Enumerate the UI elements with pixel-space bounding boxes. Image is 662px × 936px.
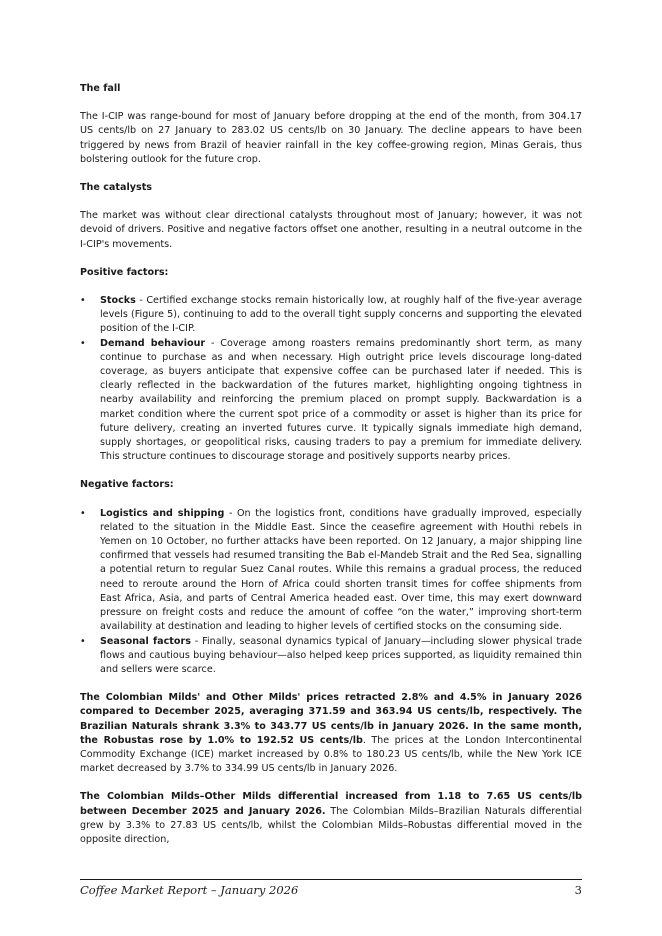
list-item-title: Stocks	[100, 295, 136, 307]
prices-summary-bold: The Colombian Milds' and Other Milds' prices retracted 2.8% and 4.5% in January 2026 compared to December 2025, averaging 371.59 and 363.94 US cents/lb, respectively. The Brazilian Naturals shrank 3.3% to 343.77 US cents/lb in January 2026. In the same month, the Robustas rose by 1.0% to 192.52 US cents/lb	[80, 692, 582, 746]
list-item-text: - Finally, seasonal dynamics typical of January—including slower physical trade flows and cautious buying behaviour—also helped keep prices supported, as liquidity remained thin and sellers were scarce.	[100, 635, 583, 675]
footer-title: Coffee Market Report – January 2026	[80, 883, 299, 897]
list-item-text: - Certified exchange stocks remain historically low, at roughly half of the five-year average levels (Figure 5), continuing to add to the overall tight supply concerns and supporting the elevated position of the I-CIP.	[100, 295, 582, 335]
positive-factors-list	[80, 294, 582, 464]
list-item-text: - On the logistics front, conditions have gradually improved, especially related to the situation in the Middle East. Since the ceasefire agreement with Houthi rebels in Yemen on 10 October, no further attacks have been reported. On 12 January, a major shipping line confirmed that vessels had resumed transiting the Bab el-Mandeb Strait and the Red Sea, signalling a potential return to regular Suez Canal routes. While this remains a gradual process, the reduced need to reroute around the Horn of Africa could shorten transit times for coffee shipments from East Africa, Asia, and parts of Central America headed east. Over time, this may exert downward pressure on freight costs and reduce the amount of coffee “on the water,” improving short-term availability at destination and leading to higher levels of certified stocks on the consuming side.	[100, 507, 582, 633]
list-item-title: Seasonal factors	[100, 635, 191, 647]
page-number: 3	[574, 883, 582, 897]
page-footer	[80, 879, 582, 897]
paragraph-fall: The I-CIP was range-bound for most of January before dropping at the end of the month, from 304.17 US cents/lb on 27 January to 283.02 US cents/lb on 30 January. The decline appears to have been triggered by news from Brazil of heavier rainfall in the key coffee-growing region, Minas Gerais, thus bolstering outlook for the future crop.	[80, 111, 582, 165]
list-item-text: - Coverage among roasters remains predominantly short term, as many continue to purchase as and when necessary. High outright price levels discourage long-dated coverage, as buyers anticipate that expensive coffee can be purchased later if needed. This is clearly reflected in the backwardation of the futures market, highlighting ongoing tightness in nearby availability and reinforcing the premium placed on prompt supply. Backwardation is a market condition where the current spot price of a commodity or asset is higher than its price for future delivery, creating an inverted futures curve. It typically signals immediate high demand, supply shortages, or geopolitical risks, causing traders to pay a premium for immediate delivery. This structure continues to discourage storage and positively supports nearby prices.	[100, 337, 582, 463]
list-item-seasonal	[80, 635, 582, 678]
paragraph-differential	[80, 790, 582, 847]
negative-factors-list	[80, 507, 582, 677]
paragraph-prices	[80, 691, 582, 776]
section-heading-fall: The fall	[80, 83, 121, 94]
list-item-logistics	[80, 507, 582, 635]
paragraph-catalysts: The market was without clear directional catalysts throughout most of January; however, it was not devoid of drivers. Positive and negative factors offset one another, resulting in a neutral outcome in the I-CIP's movements.	[80, 210, 582, 250]
prices-summary-text: . The prices at the London Intercontinental Commodity Exchange (ICE) market increased by 0.8% to 180.23 US cents/lb, while the New York ICE market decreased by 3.7% to 334.99 US cents/lb in January 2026.	[80, 734, 582, 775]
report-body	[80, 82, 582, 861]
list-item-demand	[80, 337, 582, 465]
differential-summary-text: The Colombian Milds–Brazilian Naturals differential grew by 3.3% to 27.83 US cents/lb, whilst the Colombian Milds–Robustas differential moved in the opposite direction,	[80, 805, 582, 845]
differential-summary-bold: The Colombian Milds–Other Milds differential increased from 1.18 to 7.65 US cents/lb between December 2025 and January 2026.	[80, 791, 582, 817]
list-item-title: Logistics and shipping	[100, 507, 225, 519]
list-item-title: Demand behaviour	[100, 337, 206, 349]
section-heading-negative: Negative factors:	[80, 479, 174, 491]
list-item-stocks	[80, 294, 582, 337]
section-heading-positive: Positive factors:	[80, 266, 169, 278]
section-heading-catalysts: The catalysts	[80, 182, 152, 194]
